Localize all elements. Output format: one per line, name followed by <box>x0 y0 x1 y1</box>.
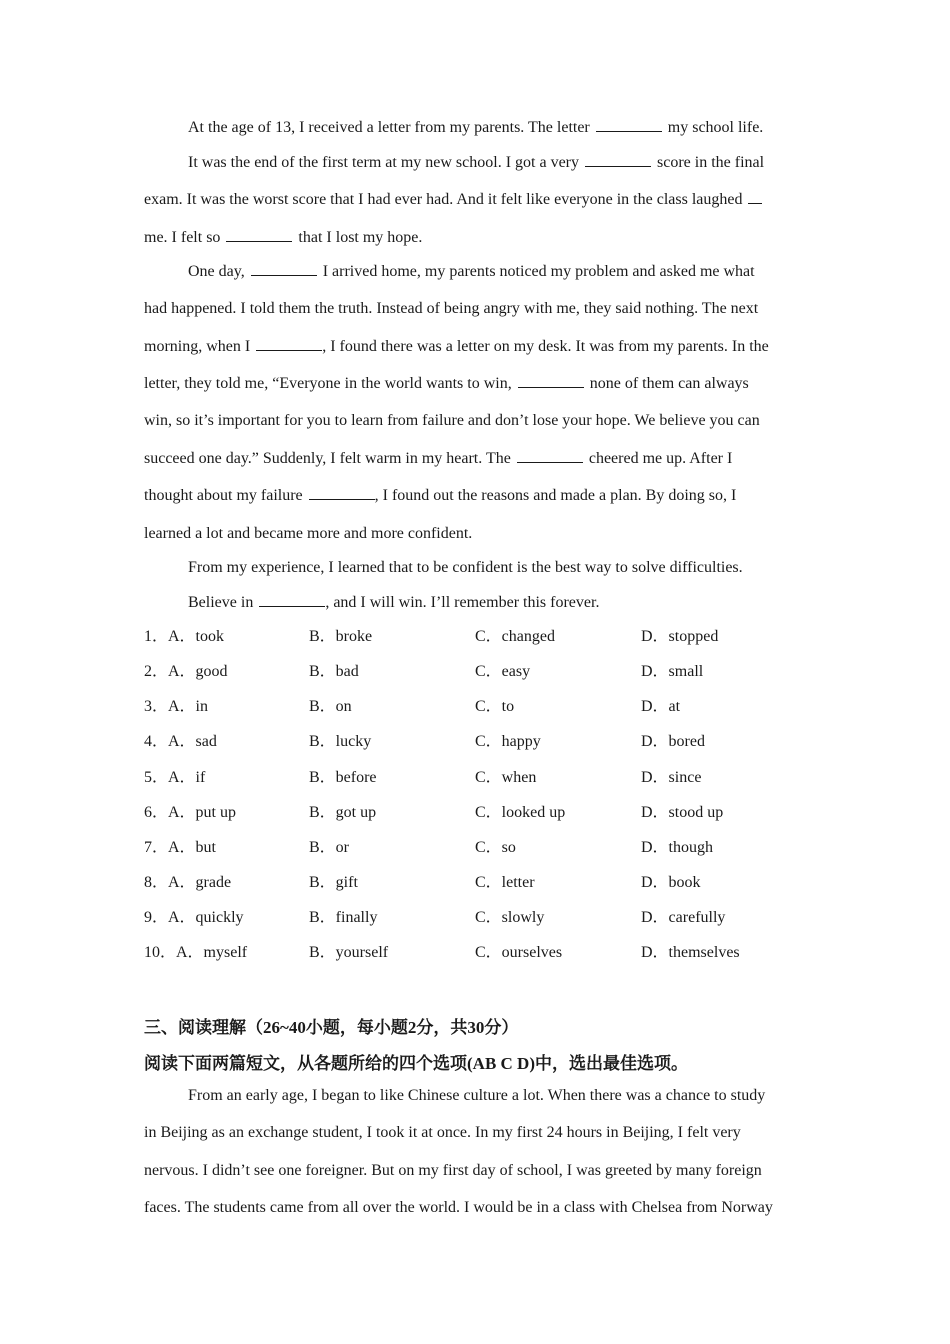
blank-5 <box>251 263 317 276</box>
option-c: C．ourselves <box>475 944 563 961</box>
blank-2 <box>585 154 651 167</box>
option-a: 9．A．quickly <box>144 909 244 926</box>
option-a: 4．A．sad <box>144 733 217 750</box>
blank-8 <box>517 450 583 463</box>
option-d: D．book <box>641 874 701 891</box>
option-d: D．though <box>641 839 714 856</box>
blank-7 <box>518 375 584 388</box>
option-a: 2．A．good <box>144 663 228 680</box>
option-c: C．so <box>475 839 516 856</box>
option-b: B．yourself <box>309 944 389 961</box>
passage-line: me. I felt so that I lost my hope. <box>144 229 423 246</box>
blank-9 <box>309 487 375 500</box>
blank-1 <box>596 119 662 132</box>
option-c: C．slowly <box>475 909 545 926</box>
reading-line: faces. The students came from all over the world. I would be in a class with Chelsea from Norway <box>144 1199 773 1216</box>
option-d: D．stopped <box>641 628 719 645</box>
option-d: D．bored <box>641 733 705 750</box>
option-b: B．broke <box>309 628 373 645</box>
passage-line: win, so it’s important for you to learn from failure and don’t lose your hope. We believe you can <box>144 412 760 429</box>
option-b: B．or <box>309 839 350 856</box>
option-c: C．easy <box>475 663 531 680</box>
passage-line: thought about my failure , I found out the reasons and made a plan. By doing so, I <box>144 487 737 504</box>
option-a: 5．A．if <box>144 769 206 786</box>
option-a: 7．A．but <box>144 839 217 856</box>
option-a: 8．A．grade <box>144 874 232 891</box>
option-c: C．changed <box>475 628 555 645</box>
blank-10 <box>259 594 325 607</box>
option-a: 6．A．put up <box>144 804 237 821</box>
option-c: C．happy <box>475 733 541 750</box>
option-b: B．finally <box>309 909 378 926</box>
reading-line: From an early age, I began to like Chinese culture a lot. When there was a chance to study <box>188 1087 766 1104</box>
option-b: B．got up <box>309 804 377 821</box>
blank-6 <box>256 338 322 351</box>
passage-line: exam. It was the worst score that I had ever had. And it felt like everyone in the class laughed <box>144 190 764 210</box>
passage-line: From my experience, I learned that to be confident is the best way to solve difficulties. <box>188 559 743 576</box>
option-b: B．gift <box>309 874 358 891</box>
option-d: D．carefully <box>641 909 726 926</box>
option-b: B．before <box>309 769 377 786</box>
section-heading: 三、阅读理解（26~40小题，每小题2分，共30分） <box>144 1018 519 1038</box>
blank-4 <box>226 229 292 242</box>
passage-line: One day, I arrived home, my parents noticed my problem and asked me what <box>188 263 755 280</box>
option-b: B．bad <box>309 663 359 680</box>
option-c: C．letter <box>475 874 535 891</box>
option-d: D．stood up <box>641 804 724 821</box>
passage-line: Believe in , and I will win. I’ll remember this forever. <box>188 594 600 611</box>
option-a: 10．A．myself <box>144 944 248 961</box>
option-d: D．since <box>641 769 702 786</box>
option-d: D．themselves <box>641 944 740 961</box>
blank-3 <box>748 191 762 204</box>
option-b: B．lucky <box>309 733 372 750</box>
reading-line: nervous. I didn’t see one foreigner. But on my first day of school, I was greeted by many foreign <box>144 1162 762 1179</box>
option-c: C．looked up <box>475 804 566 821</box>
option-a: 3．A．in <box>144 698 209 715</box>
option-b: B．on <box>309 698 352 715</box>
passage-line: succeed one day.” Suddenly, I felt warm in my heart. The cheered me up. After I <box>144 450 733 467</box>
option-a: 1．A．took <box>144 628 225 645</box>
passage-line: letter, they told me, “Everyone in the world wants to win, none of them can always <box>144 375 749 392</box>
option-c: C．when <box>475 769 537 786</box>
option-c: C．to <box>475 698 515 715</box>
passage-line: It was the end of the first term at my new school. I got a very score in the final <box>188 154 765 171</box>
reading-line: in Beijing as an exchange student, I took it at once. In my first 24 hours in Beijing, I felt very <box>144 1124 741 1141</box>
passage-line: At the age of 13, I received a letter from my parents. The letter my school life. <box>188 119 764 136</box>
option-d: D．small <box>641 663 704 680</box>
option-d: D．at <box>641 698 681 715</box>
passage-line: morning, when I , I found there was a letter on my desk. It was from my parents. In the <box>144 338 769 355</box>
section-instruction: 阅读下面两篇短文，从各题所给的四个选项(AB C D)中，选出最佳选项。 <box>144 1054 688 1074</box>
passage-line: learned a lot and became more and more confident. <box>144 525 473 542</box>
passage-line: had happened. I told them the truth. Instead of being angry with me, they said nothing. The next <box>144 300 759 317</box>
